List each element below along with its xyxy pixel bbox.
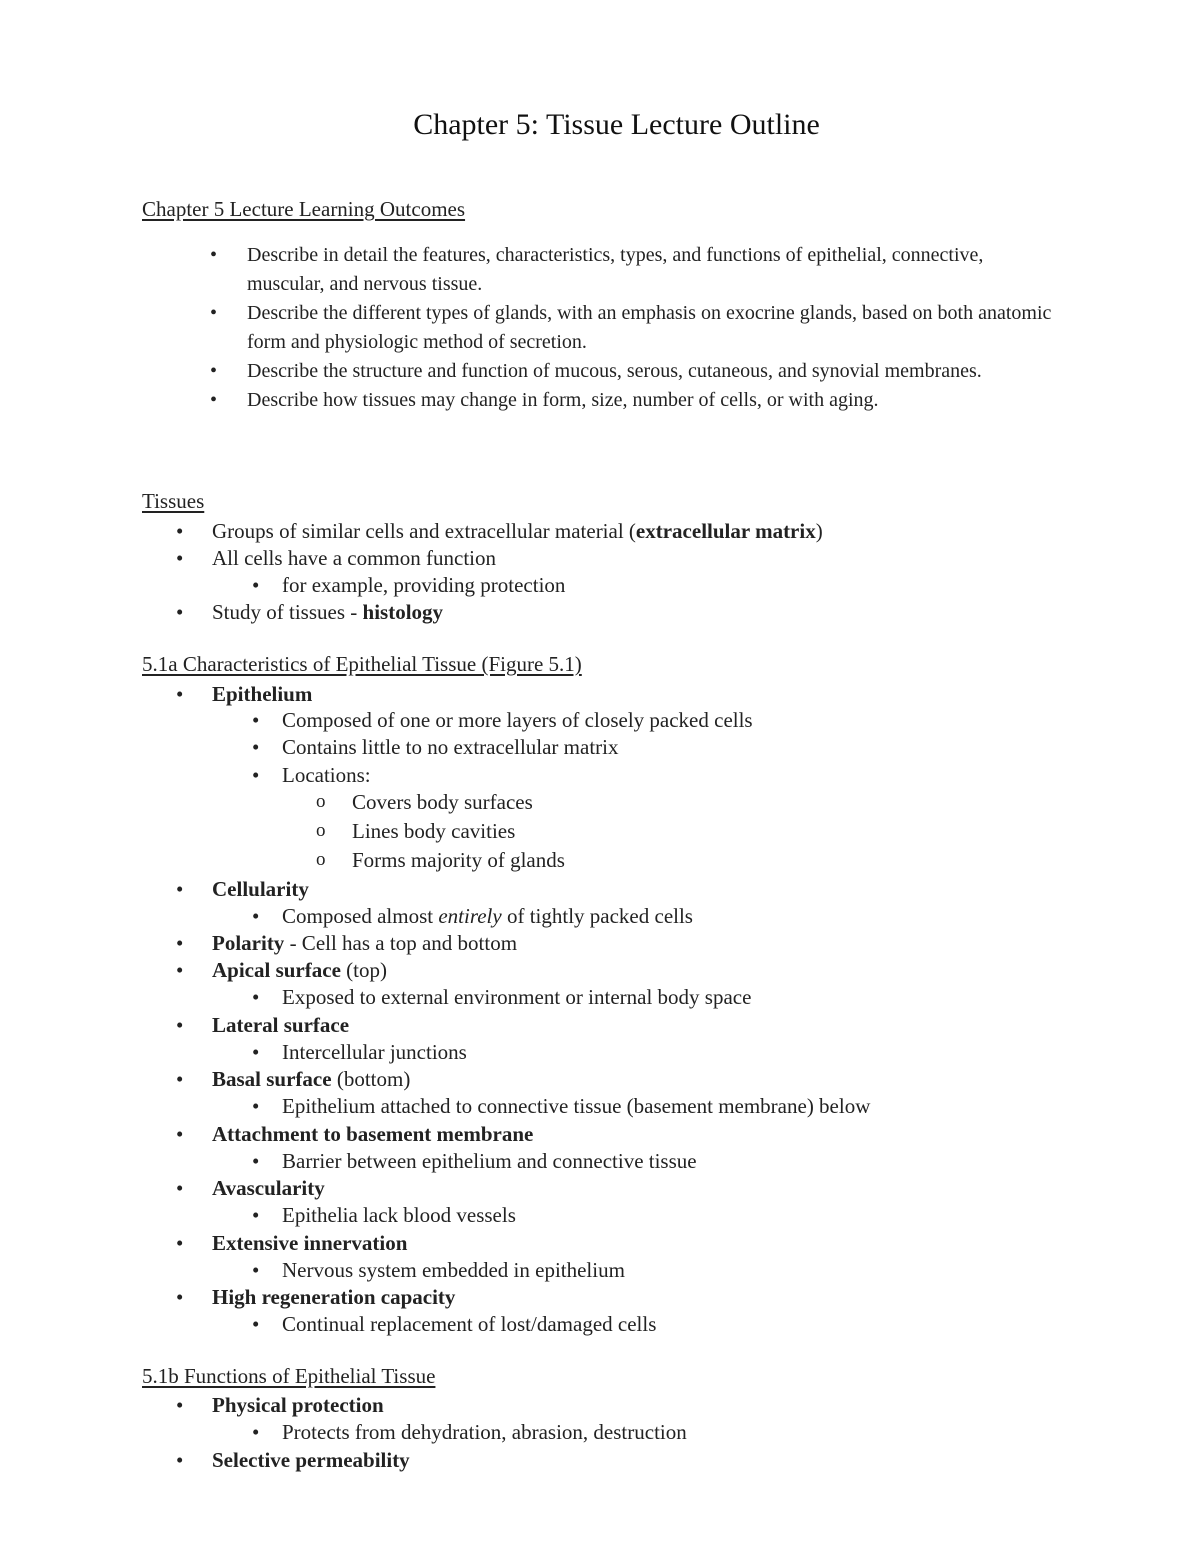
list-item: • for example, providing protection [252, 573, 566, 597]
list-item: • Intercellular junctions [252, 1040, 467, 1064]
list-item: • Locations: [252, 763, 371, 787]
bullet: • [210, 360, 218, 382]
list-item: • Describe how tissues may change in form, size, number of cells, or with aging. [0, 386, 1062, 415]
list-item: • Continual replacement of lost/damaged cells [252, 1312, 657, 1336]
list-item: • Protects from dehydration, abrasion, destruction [252, 1420, 687, 1444]
list-item: • Exposed to external environment or internal body space [252, 985, 752, 1009]
list-item: • Apical surface (top) [176, 958, 387, 982]
list-item: • Epithelia lack blood vessels [252, 1203, 516, 1227]
bullet: • [210, 389, 218, 411]
list-item: • Describe the different types of glands, with an emphasis on exocrine glands, based on both anatomic form and physiologic method of secretion. [0, 299, 1062, 357]
section-heading-outcomes: Chapter 5 Lecture Learning Outcomes [142, 197, 466, 221]
list-item: • Basal surface (bottom) [176, 1067, 411, 1091]
list-item: • Contains little to no extracellular matrix [252, 735, 619, 759]
page-title: Chapter 5: Tissue Lecture Outline [413, 108, 820, 141]
list-item: • Epithelium attached to connective tissue (basement membrane) below [252, 1094, 871, 1118]
list-item: • High regeneration capacity [176, 1285, 456, 1309]
list-item: • Extensive innervation [176, 1231, 408, 1255]
bullet: • [210, 244, 218, 266]
list-item: • Describe in detail the features, characteristics, types, and functions of epithelial, connective, muscular, and nervous tissue. [0, 241, 1062, 299]
list-item: • All cells have a common function [176, 546, 497, 570]
list-item: • Lateral surface [176, 1013, 350, 1037]
list-item: • Barrier between epithelium and connective tissue [252, 1149, 697, 1173]
list-item: • Epithelium [176, 682, 313, 706]
list-item: • Study of tissues - histology [176, 600, 444, 624]
list-item: • Describe the structure and function of mucous, serous, cutaneous, and synovial membranes. [0, 357, 1062, 386]
list-item: o Covers body surfaces [316, 790, 533, 814]
list-item: o Lines body cavities [316, 819, 516, 843]
section-heading-tissues: Tissues [142, 489, 205, 513]
list-item: • Groups of similar cells and extracellular material (extracellular matrix) [176, 519, 823, 543]
list-item: • Polarity - Cell has a top and bottom [176, 931, 518, 955]
list-item: • Cellularity [176, 877, 309, 901]
list-item: • Composed of one or more layers of closely packed cells [252, 708, 753, 732]
list-item: • Composed almost entirely of tightly packed cells [252, 904, 693, 928]
list-item: o Forms majority of glands [316, 848, 565, 872]
list-item: • Physical protection [176, 1393, 384, 1417]
section-heading-5-1b: 5.1b Functions of Epithelial Tissue [142, 1364, 436, 1388]
list-item: • Attachment to basement membrane [176, 1122, 534, 1146]
section-heading-5-1a: 5.1a Characteristics of Epithelial Tissue (Figure 5.1) [142, 652, 582, 676]
outcomes-list [0, 241, 1200, 415]
list-item: • Nervous system embedded in epithelium [252, 1258, 625, 1282]
bullet: • [210, 302, 218, 324]
list-item: • Selective permeability [176, 1448, 410, 1472]
list-item: • Avascularity [176, 1176, 325, 1200]
